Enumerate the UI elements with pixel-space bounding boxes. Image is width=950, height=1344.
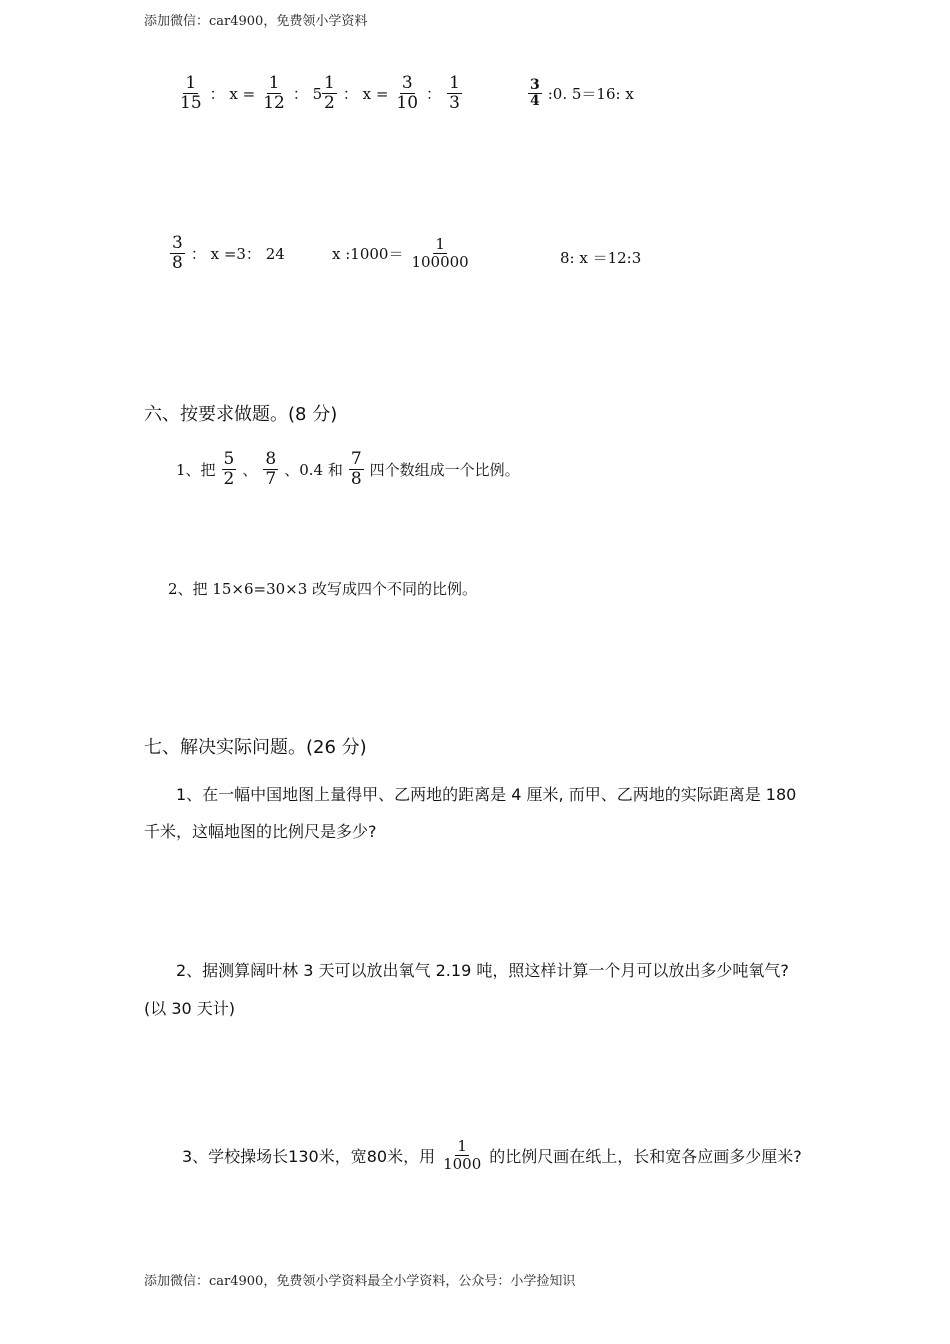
section-7-question-1-line-2: 千米，这幅地图的比例尺是多少?: [144, 822, 377, 841]
equation-1: $\frac{1}{15}$ ： x = $\frac{1}{12}$ ： 5: [180, 73, 323, 113]
fraction: $\frac{5}{2}$: [223, 449, 235, 489]
section-6-question-2: 2、把 15×6=30×3 改写成四个不同的比例。: [168, 580, 478, 598]
fraction: $\frac{3}{10}$: [396, 73, 419, 113]
equation-4: $\frac{3}{8}$ ： x =3： 24: [172, 233, 285, 273]
equation-6: 8: x ＝12:3: [560, 249, 642, 267]
fraction: $\frac{1}{2}$: [324, 73, 335, 113]
fraction: $\frac{7}{8}$: [350, 449, 362, 489]
fraction: $\frac{1}{3}$: [449, 73, 460, 113]
section-7-title: 七、解决实际问题。(26 分): [144, 737, 367, 758]
equation-5: x :1000＝ $\frac{1}{100000}$: [332, 235, 469, 271]
page-footer: 添加微信：car4900，免费领小学资料最全小学资料，公众号：小学捡知识: [144, 1274, 576, 1289]
fraction: $\frac{3}{8}$: [172, 233, 183, 273]
section-6-title: 六、按要求做题。(8 分): [144, 404, 338, 425]
fraction: $\frac{3}{4}$: [530, 77, 540, 110]
section-7-question-2-line-2: (以 30 天计): [144, 999, 236, 1018]
fraction: $\frac{1}{1000}$: [443, 1137, 482, 1173]
equation-2: $\frac{1}{2}$ ： x = $\frac{3}{10}$ ： $\frac{1}{3}$: [324, 73, 460, 113]
section-7-question-3: 3、学校操场长130米，宽80米，用 $\frac{1}{1000}$ 的比例尺画在纸上，长和宽各应画多少厘米?: [182, 1137, 802, 1173]
fraction: $\frac{1}{15}$: [180, 73, 202, 113]
fraction: $\frac{8}{7}$: [265, 449, 277, 489]
equation-3: $\frac{3}{4}$ :0. 5＝16: x: [530, 77, 634, 110]
fraction: $\frac{1}{12}$: [263, 73, 285, 113]
fraction: $\frac{1}{100000}$: [411, 235, 469, 271]
section-7-question-2-line-1: 2、据测算阔叶林 3 天可以放出氧气 2.19 吨，照这样计算一个月可以放出多少吨氧气?: [176, 961, 789, 980]
section-7-question-1-line-1: 1、在一幅中国地图上量得甲、乙两地的距离是 4 厘米, 而甲、乙两地的实际距离是 180: [176, 785, 797, 804]
page-header: 添加微信：car4900，免费领小学资料: [144, 14, 368, 29]
section-6-question-1: 1、把 $\frac{5}{2}$ 、 $\frac{8}{7}$ 、0.4 和 $\frac{7}{8}$ 四个数组成一个比例。: [176, 449, 520, 489]
